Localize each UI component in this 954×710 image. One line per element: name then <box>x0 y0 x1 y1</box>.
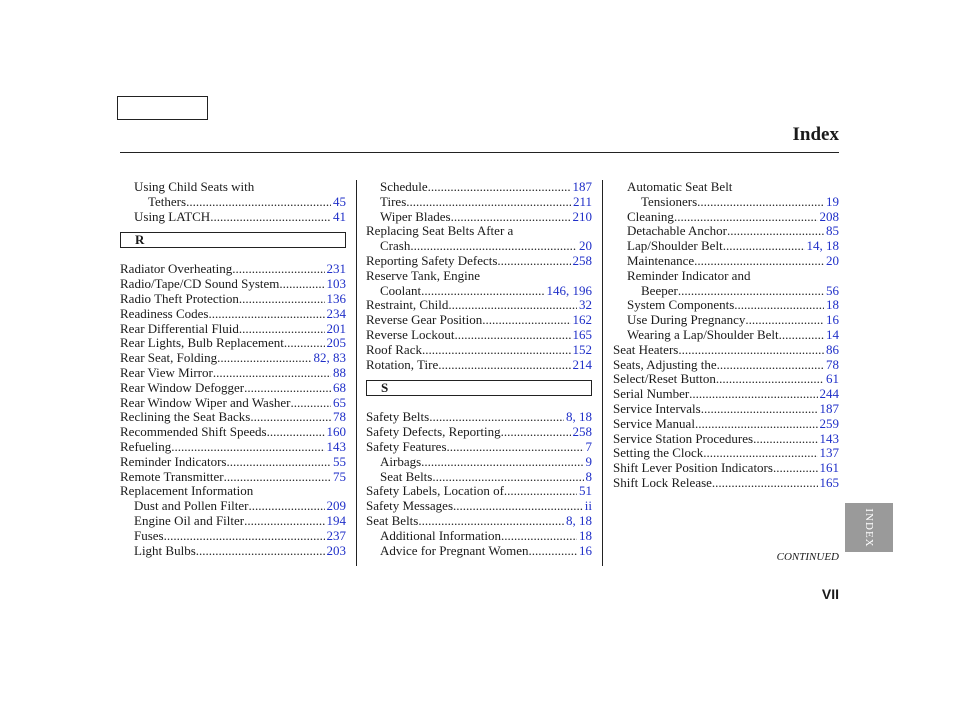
entry-term: System Components <box>627 297 735 313</box>
page-reference-link[interactable]: 61 <box>826 371 839 387</box>
dot-leader <box>779 328 824 343</box>
page-reference-link[interactable]: 8, 18 <box>566 512 592 528</box>
page-reference-link[interactable]: 160 <box>326 424 346 440</box>
page-reference-link[interactable]: 208 <box>819 208 839 224</box>
page-reference-link[interactable]: 75 <box>333 468 346 484</box>
page-reference-link[interactable]: 211 <box>572 193 592 209</box>
index-entry[interactable] <box>120 544 346 559</box>
dot-leader <box>267 425 325 440</box>
dot-leader <box>529 544 577 559</box>
dot-leader <box>213 366 331 381</box>
section-header-s: S <box>366 380 592 396</box>
index-entry[interactable] <box>613 372 839 387</box>
page-reference-link[interactable]: 258 <box>572 424 592 440</box>
entry-term: Rotation, Tire <box>366 356 439 372</box>
index-entry[interactable] <box>366 425 592 440</box>
page-reference-link[interactable]: 194 <box>326 512 346 528</box>
index-entry[interactable] <box>613 328 839 343</box>
dot-leader <box>432 470 583 485</box>
page-reference-link[interactable]: 56 <box>826 282 839 298</box>
dot-leader <box>697 195 824 210</box>
index-entry[interactable] <box>366 313 592 328</box>
index-column-1 <box>120 180 346 558</box>
page-reference-link[interactable]: 8 <box>585 468 592 484</box>
dot-leader <box>678 284 824 299</box>
entry-term: Tires <box>380 193 407 209</box>
index-entry[interactable] <box>366 180 592 195</box>
dot-leader <box>717 358 824 373</box>
dot-leader <box>482 313 570 328</box>
dot-leader <box>244 381 331 396</box>
dot-leader <box>695 417 818 432</box>
entry-term: Service Manual <box>613 415 695 431</box>
index-entry[interactable] <box>366 514 592 529</box>
page-reference-link[interactable]: 205 <box>326 335 346 351</box>
entry-term: Light Bulbs <box>134 542 196 558</box>
page-reference-link[interactable]: 161 <box>819 460 839 476</box>
entry-term: Safety Messages <box>366 498 454 514</box>
index-entry[interactable] <box>366 254 592 269</box>
page-reference-link[interactable]: 9 <box>585 453 592 469</box>
page-reference-link[interactable]: 19 <box>826 193 839 209</box>
dot-leader <box>224 470 331 485</box>
entry-term: Advice for Pregnant Women <box>380 542 529 558</box>
page-reference-link[interactable]: 237 <box>326 527 346 543</box>
page-reference-link[interactable]: 78 <box>333 409 346 425</box>
dot-leader <box>210 210 331 225</box>
index-entry[interactable] <box>120 195 346 210</box>
index-entry[interactable] <box>613 387 839 402</box>
dot-leader <box>453 499 583 514</box>
dot-leader <box>239 322 325 337</box>
index-entry[interactable] <box>366 529 592 544</box>
index-entry[interactable] <box>120 381 346 396</box>
page-reference-link[interactable]: 8, 18 <box>566 409 592 425</box>
index-entry[interactable] <box>366 484 592 499</box>
entry-term: Service Station Procedures <box>613 430 754 446</box>
entry-term: Tensioners <box>641 193 698 209</box>
dot-leader <box>701 402 818 417</box>
page-reference-link[interactable]: 244 <box>819 386 839 402</box>
entry-term: Wiper Blades <box>380 208 451 224</box>
page-number: VII <box>821 586 839 602</box>
page-reference-link[interactable]: 201 <box>326 320 346 336</box>
page-reference-link[interactable]: 82, 83 <box>313 350 346 366</box>
dot-leader <box>422 343 571 358</box>
entry-term: Roof Rack <box>366 341 422 357</box>
dot-leader <box>227 455 332 470</box>
dot-leader <box>501 529 577 544</box>
entry-term: Reporting Safety Defects <box>366 252 498 268</box>
page-reference-link[interactable]: 143 <box>326 438 346 454</box>
entry-term: Recommended Shift Speeds <box>120 424 267 440</box>
dot-leader <box>217 351 311 366</box>
dot-leader <box>689 387 817 402</box>
page-reference-link[interactable]: 152 <box>572 341 592 357</box>
dot-leader <box>284 336 325 351</box>
dot-leader <box>448 298 577 313</box>
dot-leader <box>723 239 805 254</box>
index-entry[interactable] <box>120 396 346 411</box>
dot-leader <box>428 180 571 195</box>
index-entry-heading: Reserve Tank, Engine <box>366 267 481 283</box>
dot-leader <box>504 484 577 499</box>
side-tab-label: INDEX <box>863 507 875 548</box>
entry-term: Safety Defects, Reporting <box>366 424 501 440</box>
entry-term: Reminder Indicators <box>120 453 227 469</box>
entry-term: Detachable Anchor <box>627 223 727 239</box>
page-reference-link[interactable]: 136 <box>326 290 346 306</box>
page-reference-link[interactable]: 7 <box>585 438 592 454</box>
dot-leader <box>410 239 577 254</box>
page-reference-link[interactable]: 51 <box>579 483 592 499</box>
entry-term: Tethers <box>148 193 187 209</box>
index-entry[interactable] <box>366 239 592 254</box>
entry-term: Safety Features <box>366 438 447 454</box>
dot-leader <box>703 446 817 461</box>
entry-term: Cleaning <box>627 208 674 224</box>
page-reference-link[interactable]: 18 <box>826 297 839 313</box>
index-entry[interactable] <box>613 298 839 313</box>
index-entry[interactable] <box>613 417 839 432</box>
index-entry-heading: Replacing Seat Belts After a <box>366 223 514 239</box>
page-reference-link[interactable]: 41 <box>333 208 346 224</box>
index-entry[interactable] <box>120 514 346 529</box>
entry-term: Rear Seat, Folding <box>120 350 218 366</box>
dot-leader <box>734 298 824 313</box>
page-reference-link[interactable]: 20 <box>826 252 839 268</box>
page-reference-link[interactable]: ii <box>584 498 592 514</box>
entry-term: Radio/Tape/CD Sound System <box>120 276 280 292</box>
index-entry[interactable] <box>120 336 346 351</box>
index-entry[interactable] <box>366 544 592 559</box>
entry-term: Radiator Overheating <box>120 261 233 277</box>
page-reference-link[interactable]: 165 <box>819 474 839 490</box>
page-reference-link[interactable]: 187 <box>819 400 839 416</box>
dot-leader <box>438 358 570 373</box>
page-reference-link[interactable]: 14, 18 <box>806 238 839 254</box>
index-side-tab[interactable] <box>845 503 893 552</box>
dot-leader <box>716 372 824 387</box>
entry-term: Reverse Lockout <box>366 326 455 342</box>
dot-leader <box>232 262 324 277</box>
dot-leader <box>429 410 564 425</box>
entry-term: Reverse Gear Position <box>366 312 483 328</box>
index-entry[interactable] <box>366 210 592 225</box>
dot-leader <box>773 461 818 476</box>
entry-term: Coolant <box>380 282 422 298</box>
entry-term: Dust and Pollen Filter <box>134 498 249 514</box>
section-header-r: R <box>120 232 346 248</box>
page-reference-link[interactable]: 231 <box>326 261 346 277</box>
index-entry[interactable] <box>613 446 839 461</box>
entry-term: Remote Transmitter <box>120 468 224 484</box>
page-reference-link[interactable]: 209 <box>326 498 346 514</box>
index-entry[interactable] <box>613 358 839 373</box>
entry-term: Serial Number <box>613 386 690 402</box>
entry-term: Crash <box>380 238 411 254</box>
page-reference-link[interactable]: 86 <box>826 341 839 357</box>
page-reference-link[interactable]: 16 <box>579 542 592 558</box>
top-left-box <box>117 96 208 120</box>
dot-leader <box>239 292 325 307</box>
entry-term: Rear Window Wiper and Washer <box>120 394 291 410</box>
index-entry[interactable] <box>613 239 839 254</box>
entry-term: Airbags <box>380 453 422 469</box>
index-entry[interactable] <box>613 210 839 225</box>
entry-term: Setting the Clock <box>613 445 704 461</box>
index-entry[interactable] <box>120 366 346 381</box>
header-rule <box>120 152 839 153</box>
index-entry[interactable] <box>366 298 592 313</box>
index-entry[interactable] <box>613 432 839 447</box>
dot-leader <box>727 224 824 239</box>
entry-term: Rear View Mirror <box>120 364 213 380</box>
index-entry[interactable] <box>120 292 346 307</box>
index-column-3 <box>613 180 839 491</box>
entry-term: Rear Lights, Bulb Replacement <box>120 335 284 351</box>
entry-term: Beeper <box>641 282 678 298</box>
entry-term: Fuses <box>134 527 164 543</box>
index-entry[interactable] <box>613 343 839 358</box>
entry-term: Seat Belts <box>366 512 419 528</box>
entry-term: Engine Oil and Filter <box>134 512 245 528</box>
entry-term: Seat Belts <box>380 468 433 484</box>
page-reference-link[interactable]: 165 <box>572 326 592 342</box>
page-reference-link[interactable]: 137 <box>819 445 839 461</box>
index-entry[interactable] <box>613 224 839 239</box>
page-reference-link[interactable]: 234 <box>326 305 346 321</box>
index-entry[interactable] <box>366 195 592 210</box>
index-entry[interactable] <box>613 195 839 210</box>
dot-leader <box>406 195 571 210</box>
index-entry[interactable] <box>366 284 592 299</box>
dot-leader <box>421 455 583 470</box>
dot-leader <box>250 410 331 425</box>
index-entry[interactable] <box>366 470 592 485</box>
index-entry[interactable] <box>613 254 839 269</box>
dot-leader <box>186 195 331 210</box>
index-entry[interactable] <box>120 425 346 440</box>
index-entry[interactable] <box>613 313 839 328</box>
dot-leader <box>454 328 570 343</box>
page-reference-link[interactable]: 146, 196 <box>546 282 592 298</box>
dot-leader <box>171 440 324 455</box>
index-entry[interactable] <box>613 284 839 299</box>
page-reference-link[interactable]: 259 <box>819 415 839 431</box>
dot-leader <box>244 514 324 529</box>
page-title: Index <box>792 124 839 145</box>
index-entry[interactable] <box>120 455 346 470</box>
dot-leader <box>678 343 824 358</box>
page-reference-link[interactable]: 65 <box>333 394 346 410</box>
page-reference-link[interactable]: 32 <box>579 297 592 313</box>
entry-term: Readiness Codes <box>120 305 209 321</box>
index-entry[interactable] <box>120 210 346 225</box>
entry-term: Rear Differential Fluid <box>120 320 239 336</box>
page-reference-link[interactable]: 18 <box>579 527 592 543</box>
column-divider-2 <box>602 180 603 566</box>
index-entry[interactable] <box>120 351 346 366</box>
entry-term: Lap/Shoulder Belt <box>627 238 723 254</box>
index-entry-heading: Automatic Seat Belt <box>627 179 733 194</box>
entry-term: Use During Pregnancy <box>627 312 746 328</box>
page-reference-link[interactable]: 214 <box>572 356 592 372</box>
entry-term: Radio Theft Protection <box>120 290 239 306</box>
index-entry-heading: Reminder Indicator and <box>627 267 751 283</box>
page-reference-link[interactable]: 258 <box>572 252 592 268</box>
page-reference-link[interactable]: 78 <box>826 356 839 372</box>
index-entry[interactable] <box>366 440 592 455</box>
page-reference-link[interactable]: 210 <box>572 208 592 224</box>
index-entry[interactable] <box>120 440 346 455</box>
page-reference-link[interactable]: 14 <box>826 326 839 342</box>
dot-leader <box>447 440 584 455</box>
page-reference-link[interactable]: 85 <box>826 223 839 239</box>
page-reference-link[interactable]: 103 <box>326 276 346 292</box>
dot-leader <box>694 254 824 269</box>
dot-leader <box>421 284 544 299</box>
entry-term: Seats, Adjusting the <box>613 356 717 372</box>
entry-term: Maintenance <box>627 252 695 268</box>
index-column-2 <box>366 180 592 558</box>
entry-term: Safety Belts <box>366 409 430 425</box>
page-reference-link[interactable]: 45 <box>333 193 346 209</box>
dot-leader <box>745 313 824 328</box>
dot-leader <box>501 425 571 440</box>
dot-leader <box>248 499 324 514</box>
index-entry[interactable] <box>120 470 346 485</box>
page-reference-link[interactable]: 68 <box>333 379 346 395</box>
page-reference-link[interactable]: 16 <box>826 312 839 328</box>
entry-term: Restraint, Child <box>366 297 449 313</box>
index-entry[interactable] <box>366 410 592 425</box>
entry-term: Wearing a Lap/Shoulder Belt <box>627 326 779 342</box>
entry-term: Safety Labels, Location of <box>366 483 504 499</box>
entry-term: Rear Window Defogger <box>120 379 245 395</box>
entry-term: Reclining the Seat Backs <box>120 409 251 425</box>
page-reference-link[interactable]: 187 <box>572 179 592 194</box>
dot-leader <box>164 529 325 544</box>
index-entry[interactable] <box>120 307 346 322</box>
index-entry[interactable] <box>366 455 592 470</box>
dot-leader <box>290 396 331 411</box>
entry-term: Schedule <box>380 179 428 194</box>
index-entry[interactable] <box>120 277 346 292</box>
entry-term: Shift Lever Position Indicators <box>613 460 773 476</box>
index-entry-heading: Replacement Information <box>120 483 254 499</box>
page-reference-link[interactable]: 88 <box>333 364 346 380</box>
dot-leader <box>712 476 818 491</box>
page-reference-link[interactable]: 203 <box>326 542 346 558</box>
index-entry[interactable] <box>613 402 839 417</box>
index-entry[interactable] <box>120 410 346 425</box>
page-reference-link[interactable]: 162 <box>572 312 592 328</box>
index-entry[interactable] <box>120 499 346 514</box>
entry-term: Additional Information <box>380 527 501 543</box>
index-entry[interactable] <box>366 328 592 343</box>
entry-term: Seat Heaters <box>613 341 679 357</box>
entry-term: Shift Lock Release <box>613 474 712 490</box>
entry-term: Refueling <box>120 438 172 454</box>
dot-leader <box>497 254 570 269</box>
dot-leader <box>279 277 324 292</box>
page-reference-link[interactable]: 55 <box>333 453 346 469</box>
dot-leader <box>208 307 324 322</box>
dot-leader <box>674 210 818 225</box>
index-entry-heading: Using Child Seats with <box>134 179 255 194</box>
entry-term: Using LATCH <box>134 208 211 224</box>
dot-leader <box>753 432 817 447</box>
entry-term: Service Intervals <box>613 400 701 416</box>
column-divider-1 <box>356 180 357 566</box>
index-entry[interactable] <box>120 322 346 337</box>
entry-term: Select/Reset Button <box>613 371 716 387</box>
index-entry[interactable] <box>366 358 592 373</box>
dot-leader <box>418 514 564 529</box>
page-reference-link[interactable]: 20 <box>579 238 592 254</box>
index-entry[interactable] <box>120 262 346 277</box>
index-entry[interactable] <box>613 461 839 476</box>
index-entry[interactable] <box>120 529 346 544</box>
dot-leader <box>196 544 325 559</box>
page-reference-link[interactable]: 143 <box>819 430 839 446</box>
index-entry[interactable] <box>366 499 592 514</box>
index-entry[interactable] <box>613 476 839 491</box>
continued-note: CONTINUED <box>776 551 839 563</box>
index-entry[interactable] <box>366 343 592 358</box>
dot-leader <box>451 210 571 225</box>
